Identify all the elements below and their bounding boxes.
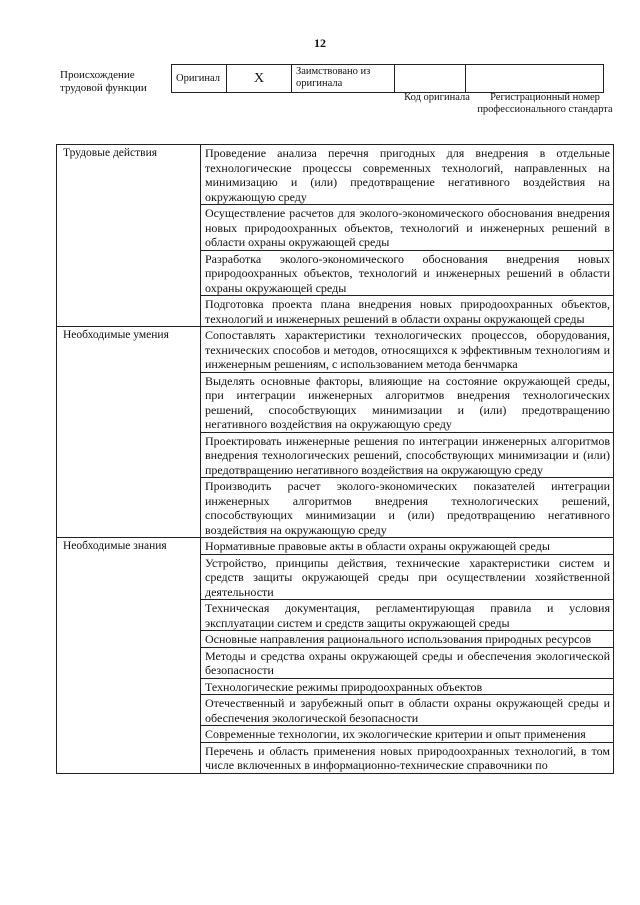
table-cell: Методы и средства охраны окружающей среды и обеспечения экологической безопасности <box>201 647 614 678</box>
original-code-cell <box>395 65 466 93</box>
table-cell: Выделять основные факторы, влияющие на состояние окружающей среды, при интеграции инженерных алгоритмов внедрения технологических решений, способствующих минимизации и (или) предотвращению негативного воздействия на окружающую среду <box>201 372 614 432</box>
table-row <box>57 538 614 555</box>
table-cell: Производить расчет эколого-экономических показателей интеграции инженерных алгоритмов внедрения технологических решений, способствующих минимизации и (или) предотвращению негативного воздействия на окружающую среду <box>201 478 614 538</box>
code-caption: Код оригинала <box>404 92 470 103</box>
table-row <box>57 327 614 373</box>
table-cell: Проектировать инженерные решения по интеграции инженерных алгоритмов внедрения технологических решений, способствующих минимизации и (или) предотвращению негативного воздействия на окружающую среду <box>201 432 614 478</box>
table-cell: Подготовка проекта плана внедрения новых природоохранных объектов, технологий и инженерных решений в области охраны окружающей среды <box>201 296 614 327</box>
page-number: 12 <box>314 36 326 50</box>
origin-table <box>171 64 604 93</box>
table-cell: Перечень и область применения новых природоохранных технологий, в том числе включенных в информационно-технические справочники по <box>201 742 614 773</box>
table-cell: Сопоставлять характеристики технологических процессов, оборудования, технических способов и методов, относящихся к эффективным технологиям и инженерным решениям, с использованием метода бенчмарка <box>201 327 614 373</box>
table-row <box>57 145 614 205</box>
table-cell: Основные направления рационального использования природных ресурсов <box>201 631 614 648</box>
table-cell: Осуществление расчетов для эколого-экономического обоснования внедрения новых природоохранных объектов, технологий и инженерных решений в области охраны окружающей среды <box>201 205 614 251</box>
table-cell: Технологические режимы природоохранных объектов <box>201 678 614 695</box>
table-cell: Разработка эколого-экономического обоснования внедрения новых природоохранных объектов, технологий и инженерных решений в области охраны окружающей среды <box>201 250 614 296</box>
origin-label: Происхождение трудовой функции <box>60 69 147 94</box>
registration-caption: Регистрационный номер профессионального стандарта <box>477 92 613 115</box>
table-cell: Отечественный и зарубежный опыт в области охраны окружающей среды и обеспечения экологической безопасности <box>201 695 614 726</box>
section-title: Необходимые умения <box>57 327 201 538</box>
section-title: Необходимые знания <box>57 538 201 774</box>
table-cell: Техническая документация, регламентирующая правила и условия эксплуатации систем и средств защиты окружающей среды <box>201 600 614 631</box>
registration-number-cell <box>466 65 604 93</box>
table-cell: Нормативные правовые акты в области охраны окружающей среды <box>201 538 614 555</box>
table-cell: Современные технологии, их экологические критерии и опыт применения <box>201 726 614 743</box>
borrowed-label: Заимствовано из оригинала <box>292 65 395 93</box>
table-cell: Устройство, принципы действия, технические характеристики систем и средств защиты окружающей среды при осуществлении хозяйственной деятельности <box>201 554 614 600</box>
original-mark: X <box>227 65 292 93</box>
section-title: Трудовые действия <box>57 145 201 327</box>
labor-function-table <box>56 144 614 774</box>
table-cell: Проведение анализа перечня пригодных для внедрения в отдельные технологические процессы современных технологий, направленных на минимизацию и (или) предотвращение негативного воздействия на окружающую среду <box>201 145 614 205</box>
original-label: Оригинал <box>172 65 227 93</box>
